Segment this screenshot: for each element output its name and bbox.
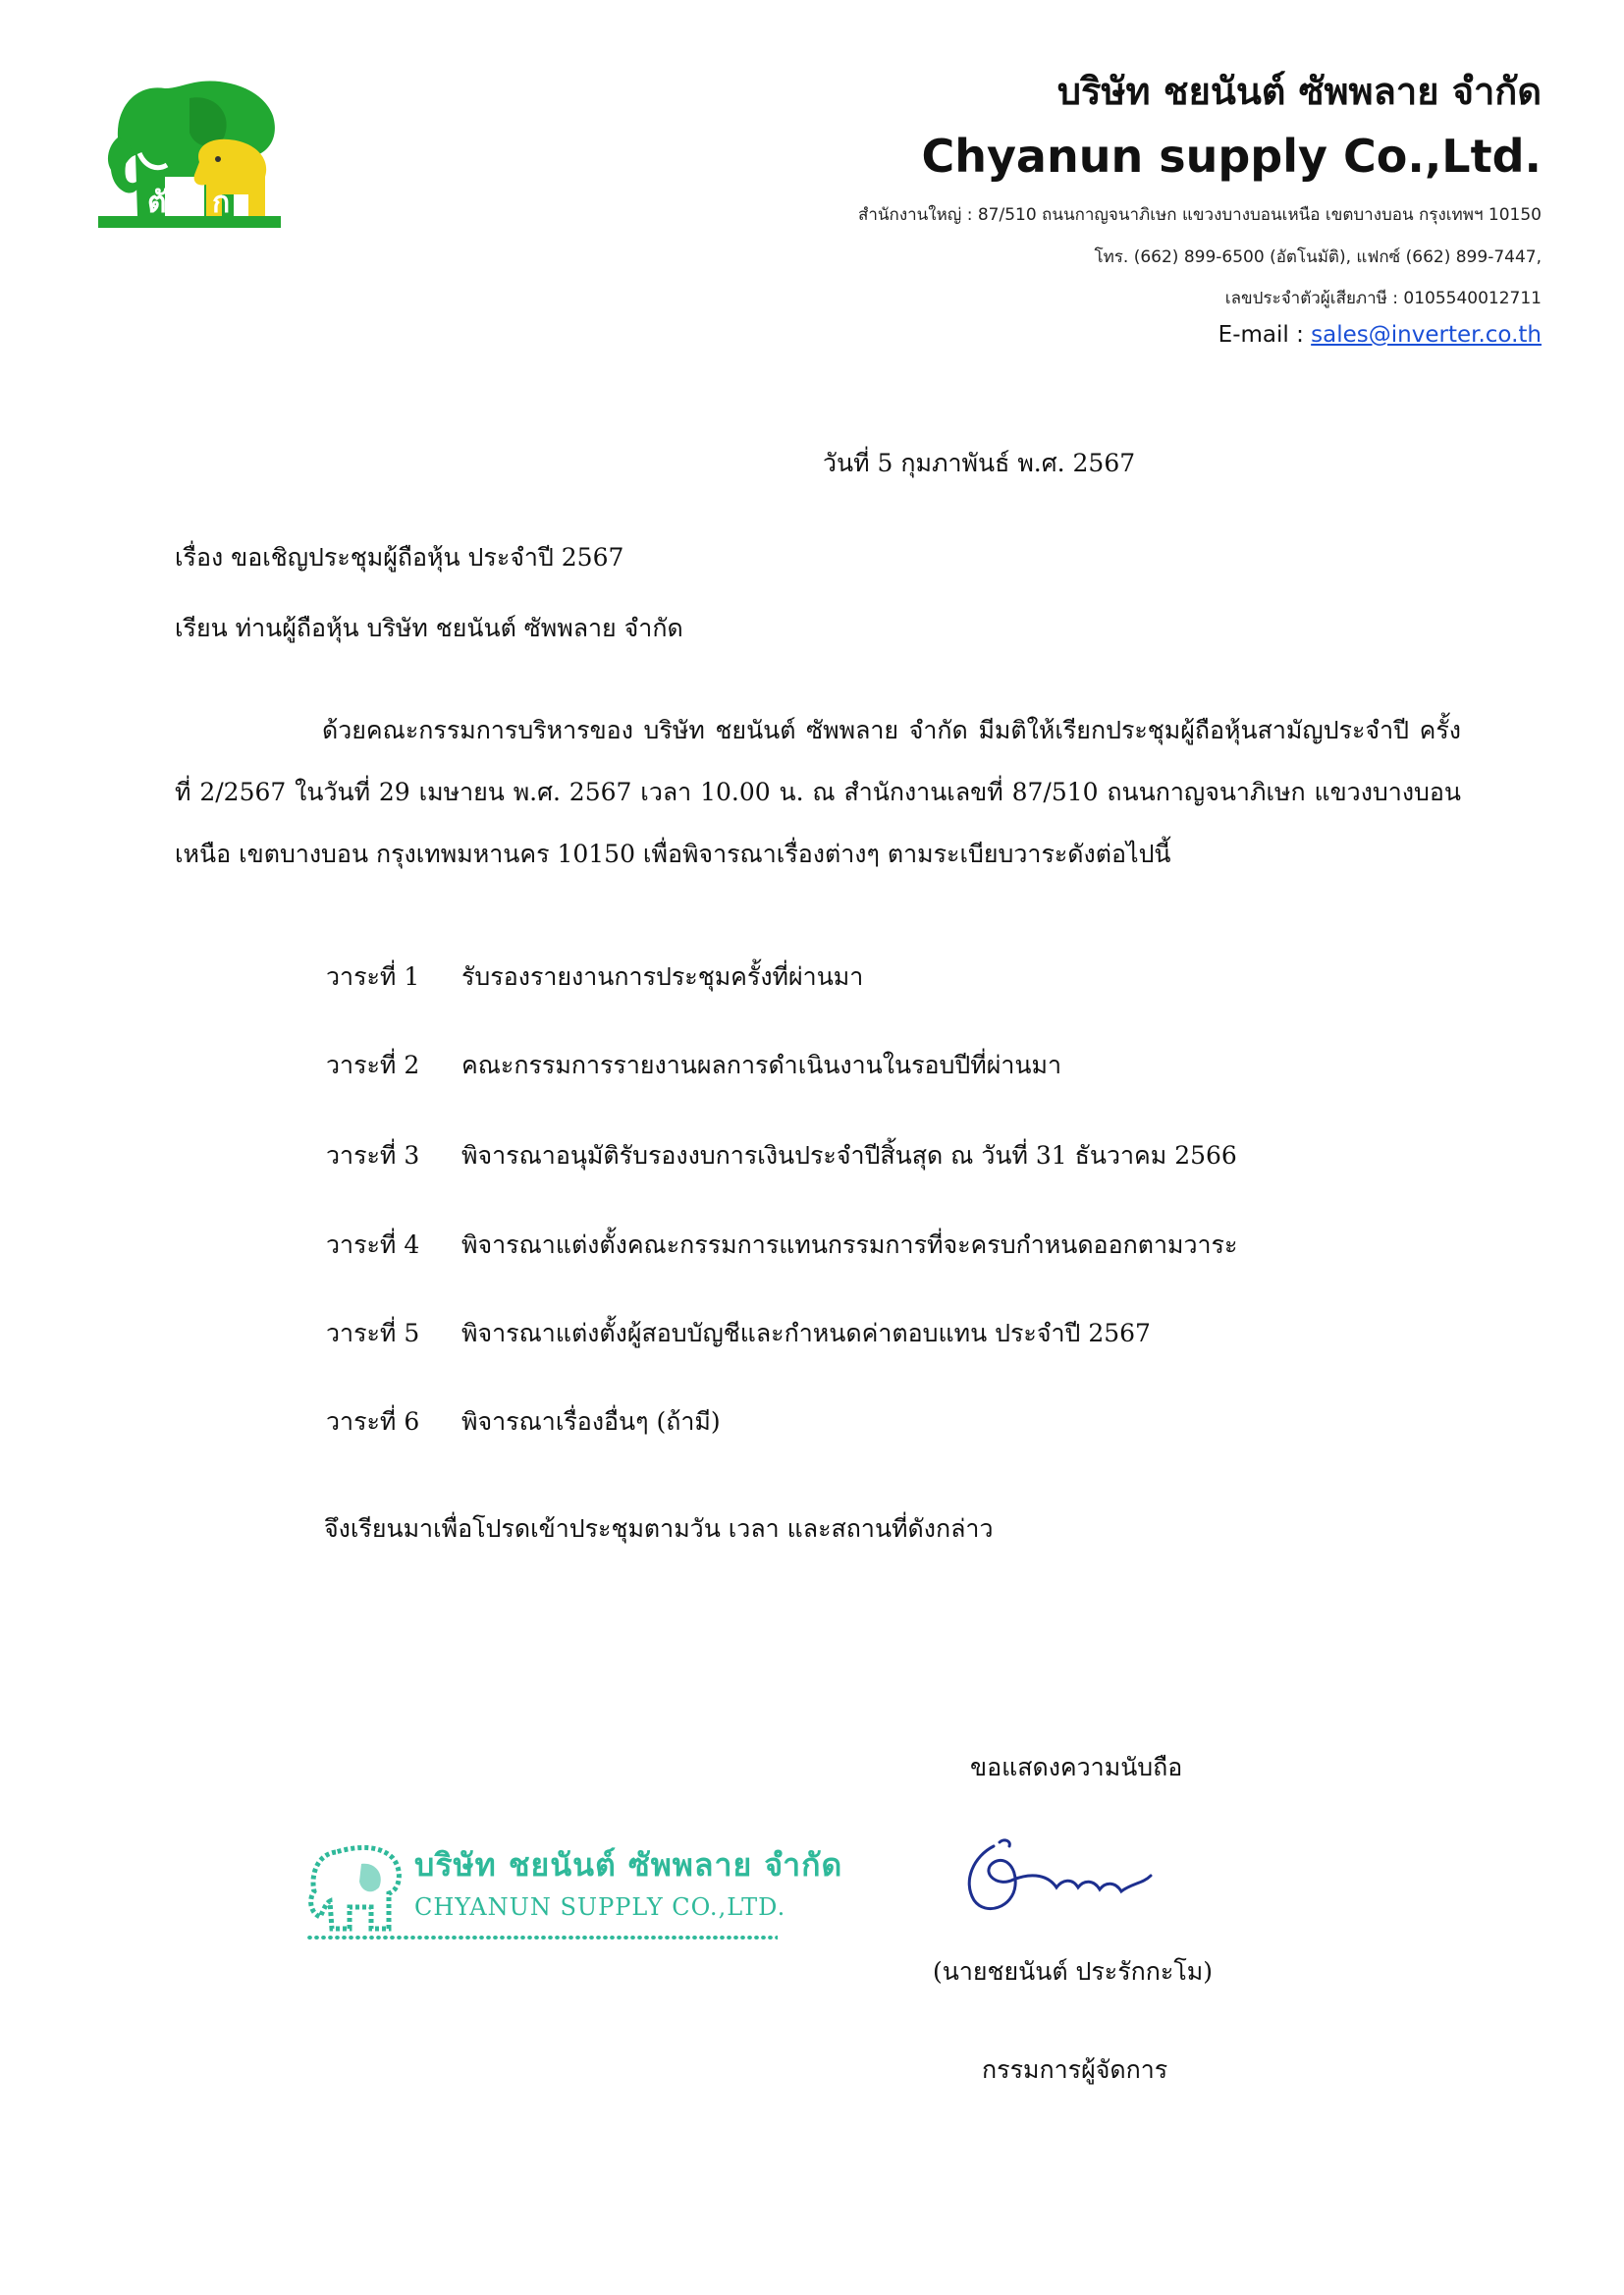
- svg-text:ตั: ตั: [147, 186, 167, 220]
- agenda-text: พิจารณาแต่งตั้งคณะกรรมการแทนกรรมการที่จะครบกำหนดออกตามวาระ: [461, 1230, 1238, 1259]
- agenda-label: วาระที่ 5: [326, 1319, 420, 1347]
- stamp-dotted-underline: [306, 1935, 778, 1940]
- letter-date: วันที่ 5 กุมภาพันธ์ พ.ศ. 2567: [823, 449, 1136, 477]
- agenda-item: [326, 1402, 721, 1442]
- agenda-text: รับรองรายงานการประชุมครั้งที่ผ่านมา: [461, 962, 864, 991]
- agenda-text: คณะกรรมการรายงานผลการดำเนินงานในรอบปีที่ผ่านมา: [461, 1051, 1062, 1079]
- letter-salutation: เรียน ท่านผู้ถือหุ้น บริษัท ชยนันต์ ซัพพลาย จำกัด: [175, 614, 683, 642]
- agenda-label: วาระที่ 1: [326, 962, 420, 991]
- letter-subject: เรื่อง ขอเชิญประชุมผู้ถือหุ้น ประจำปี 2567: [175, 543, 624, 572]
- agenda-label: วาระที่ 6: [326, 1407, 420, 1436]
- agenda-item: [326, 1046, 1061, 1085]
- company-tax-id: เลขประจำตัวผู้เสียภาษี : 0105540012711: [1224, 289, 1542, 308]
- company-name-english: Chyanun supply Co.,Ltd.: [921, 130, 1542, 183]
- email-label: E-mail :: [1218, 322, 1312, 348]
- agenda-item: [326, 1136, 1237, 1175]
- agenda-item: [326, 1314, 1151, 1353]
- green-elephant-logo-icon: [96, 69, 283, 244]
- stamp-company-name-english: CHYANUN SUPPLY CO.,LTD.: [414, 1893, 786, 1921]
- handwritten-signature-icon: [954, 1836, 1161, 1925]
- agenda-item: [326, 1226, 1237, 1265]
- company-address: สำนักงานใหญ่ : 87/510 ถนนกาญจนาภิเษก แขวงบางบอนเหนือ เขตบางบอน กรุงเทพฯ 10150: [858, 205, 1542, 225]
- company-email-line: [1218, 322, 1542, 348]
- company-stamp: [306, 1834, 843, 1952]
- agenda-label: วาระที่ 3: [326, 1141, 420, 1170]
- signatory-name: (นายชยนันต์ ประรักกะโม): [933, 1957, 1214, 1986]
- agenda-text: พิจารณาอนุมัติรับรองงบการเงินประจำปีสิ้นสุด ณ วันที่ 31 ธันวาคม 2566: [461, 1141, 1237, 1170]
- elephant-stamp-icon: [306, 1834, 405, 1933]
- email-link[interactable]: sales@inverter.co.th: [1311, 322, 1542, 348]
- signatory-title: กรรมการผู้จัดการ: [982, 2055, 1168, 2084]
- agenda-label: วาระที่ 4: [326, 1230, 420, 1259]
- stamp-company-name-thai: บริษัท ชยนันต์ ซัพพลาย จำกัด: [414, 1846, 843, 1884]
- agenda-text: พิจารณาเรื่องอื่นๆ (ถ้ามี): [461, 1407, 721, 1436]
- agenda-item: [326, 957, 863, 997]
- svg-text:ก: ก: [212, 186, 231, 220]
- agenda-label: วาระที่ 2: [326, 1051, 420, 1079]
- company-phone-fax: โทร. (662) 899-6500 (อัตโนมัติ), แฟกซ์ (662) 899-7447,: [1094, 247, 1542, 267]
- letter-closing: จึงเรียนมาเพื่อโปรดเข้าประชุมตามวัน เวลา และสถานที่ดังกล่าว: [324, 1514, 994, 1543]
- letter-main-paragraph: ด้วยคณะกรรมการบริหารของ บริษัท ชยนันต์ ซัพพลาย จำกัด มีมติให้เรียกประชุมผู้ถือหุ้นสามัญประจำปี ครั้งที่ 2/2567 ในวันที่ 29 เมษายน พ.ศ. 2567 เวลา 10.00 น. ณ สำนักงานเลขที่ 87/510 ถนนกาญจนาภิเษก แขวงบางบอนเหนือ เขตบางบอน กรุงเทพมหานคร 10150 เพื่อพิจารณาเรื่องต่างๆ ตามระเบียบวาระดังต่อไปนี้: [175, 716, 1461, 868]
- agenda-text: พิจารณาแต่งตั้งผู้สอบบัญชีและกำหนดค่าตอบแทน ประจำปี 2567: [461, 1319, 1151, 1347]
- company-name-thai: บริษัท ชยนันต์ ซัพพลาย จำกัด: [1056, 70, 1542, 113]
- letter-regards: ขอแสดงความนับถือ: [970, 1753, 1183, 1781]
